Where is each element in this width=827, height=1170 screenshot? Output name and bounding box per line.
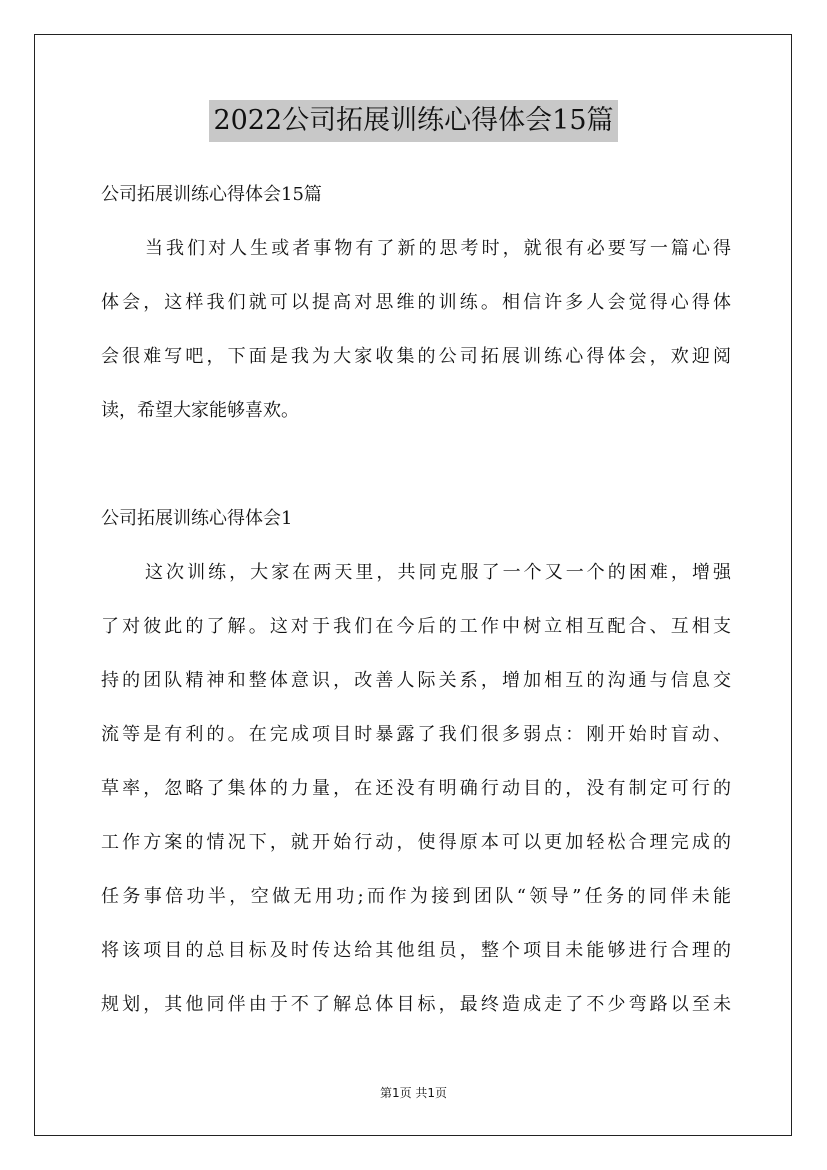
body-line: 这次训练，大家在两天里，共同克服了一个又一个的困难，增强 [145,562,731,583]
body-line: 流等是有利的。在完成项目时暴露了我们很多弱点：刚开始时盲动、 [101,724,731,745]
intro-line: 体会，这样我们就可以提高对思维的训练。相信许多人会觉得心得体 [101,292,731,313]
document-title: 2022公司拓展训练心得体会15篇 [209,100,617,142]
body-line: 任务事倍功半，空做无用功;而作为接到团队“领导”任务的同伴未能 [101,886,731,907]
intro-line: 当我们对人生或者事物有了新的思考时，就很有必要写一篇心得 [145,238,731,259]
body-line: 草率，忽略了集体的力量，在还没有明确行动目的，没有制定可行的 [101,778,731,799]
body-line: 规划，其他同伴由于不了解总体目标，最终造成走了不少弯路以至未 [101,994,731,1015]
intro-line: 读，希望大家能够喜欢。 [101,400,299,421]
body-line: 工作方案的情况下，就开始行动，使得原本可以更加轻松合理完成的 [101,832,731,853]
intro-line: 会很难写吧，下面是我为大家收集的公司拓展训练心得体会，欢迎阅 [101,346,731,367]
section-heading: 公司拓展训练心得体会1 [101,508,293,529]
page-number-footer: 第1页 共1页 [379,1086,448,1100]
document-subtitle: 公司拓展训练心得体会15篇 [101,184,322,205]
body-line: 持的团队精神和整体意识，改善人际关系，增加相互的沟通与信息交 [101,670,731,691]
body-line: 了对彼此的了解。这对于我们在今后的工作中树立相互配合、互相支 [101,616,731,637]
body-line: 将该项目的总目标及时传达给其他组员，整个项目未能够进行合理的 [101,940,731,961]
title-container [0,100,827,142]
